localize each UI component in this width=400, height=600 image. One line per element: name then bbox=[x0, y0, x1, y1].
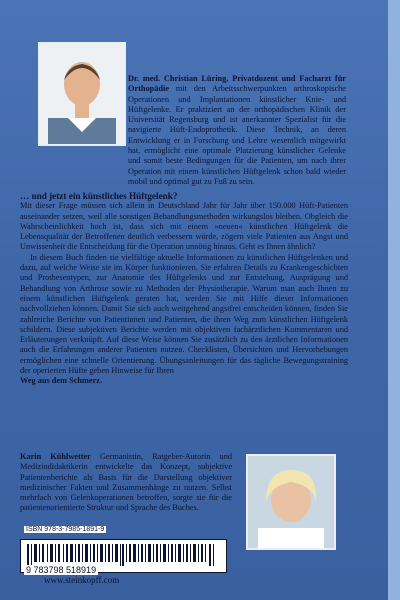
author-photo-2 bbox=[246, 454, 336, 550]
author-photo-1 bbox=[38, 42, 126, 146]
author-portrait-female bbox=[248, 456, 334, 548]
main-paragraph-2: In diesem Buch finden sie vielfältige aktuelle Informationen zu künstlichen Hüftgelenken und dazu, auf welche Weise sie im Körper funktionieren. Sie erfahren Details zu Krankengeschichten und Prothesentypen, zur Anatomie des Hüftgelenks und zur Entstehung, Ausprägung und Behandlung von Arthrose sowie zu Methoden der Physiotherapie. Warum man auch Ihnen zu einem künstlichen Hüftgelenk geraten hat, werden Sie mit Hilfe dieser Informationen nachvollziehen können. Damit Sie sich auch weitgehend angstfrei entscheiden können, finden Sie zahlreiche Berichte von Patientinnen und Patienten, die ihren Weg zum künstlichen Hüftgelenk schildern. Diese subjektiven Berichte werden mit objektiven fachärztlichen Kommentaren und Erläuterungen verknüpft. Auf diese Weise können Sie zusätzlich zu den ärztlichen Informationen auch die Erfahrungen anderer Patienten nutzen. Checklisten, Übersichten und Hervorhebungen ermöglichen eine schnelle Orientierung. Übungsanleitungen für das tägliche Bewegungstraining der operierten Hüfte geben Hinweise für Ihren bbox=[20, 252, 348, 376]
barcode-number: 9 783798 518919 bbox=[26, 565, 97, 575]
author-2-name: Karin Kühlwetter bbox=[20, 452, 91, 461]
main-text bbox=[20, 191, 348, 387]
publisher-url[interactable]: www.steinkopff.com bbox=[44, 575, 120, 585]
main-paragraph-1: Mit dieser Frage müssen sich allein in Deutschland Jahr für Jahr über 150.000 Hüft-Patienten auseinander setzen, weil alle sonstigen Behandlungsmethoden wirkungslos bleiben. Obgleich die Wahrscheinlichkeit hoch ist, dass sich mit einem »neuen« künstlichen Hüftgelenk die Lebensqualität der Betroffenen deutlich verbessern würde, zögern viele Patienten aus Angst und Unwissenheit die Entscheidung für die Operation unnötig hinaus. Geht es Ihnen ähnlich? bbox=[20, 201, 348, 252]
author-1-bio bbox=[128, 74, 346, 187]
author-1-name: Dr. med. Christian Lüring, Privatdozent und Facharzt für Orthopädie bbox=[128, 74, 346, 94]
main-tagline: Weg aus dem Schmerz. bbox=[20, 376, 103, 386]
author-1-bio-text: mit den Arbeitsschwerpunkten arthroskopische Operationen und Implantationen künstlicher Knie- und Hüftgelenke. Er praktiziert an der orthopädischen Klinik der Universität Regensburg und ist anerkannter Spezialist für die navigierte Hüft-Endoprothetik. Diese Technik, an deren Entwicklung er in Forschung und Lehre wesentlich mitgewirkt hat, ermöglicht eine optimale Platzierung künstlicher Gelenke und somit beste Bedingungen für die Patienten, um nach ihrer Operation mit einem künstlichen Hüftgelenk schon bald wieder mobil und optimal gut zu Fuß zu sein. bbox=[128, 84, 346, 186]
author-portrait-male bbox=[40, 44, 124, 144]
main-heading: … und jetzt ein künstliches Hüftgelenk? bbox=[20, 191, 178, 201]
author-2-bio bbox=[20, 452, 232, 514]
spine-edge bbox=[388, 0, 400, 600]
isbn-text: ISBN 978-3-7985-1891-9 bbox=[26, 526, 105, 533]
author-2-bio-text: Germanistin, Ratgeber-Autorin und Medizindidaktikerin entwickelte das Konzept, subjektive Patientenberichte als Basis für die Darstellung objektiver medizinischer Fakten und Zusammenhänge zu nutzen. Selbst mehrfach von Gelenkoperationen betroffen, sorgte sie für die patientenorientierte Struktur und Sprache des Buches. bbox=[20, 452, 232, 513]
